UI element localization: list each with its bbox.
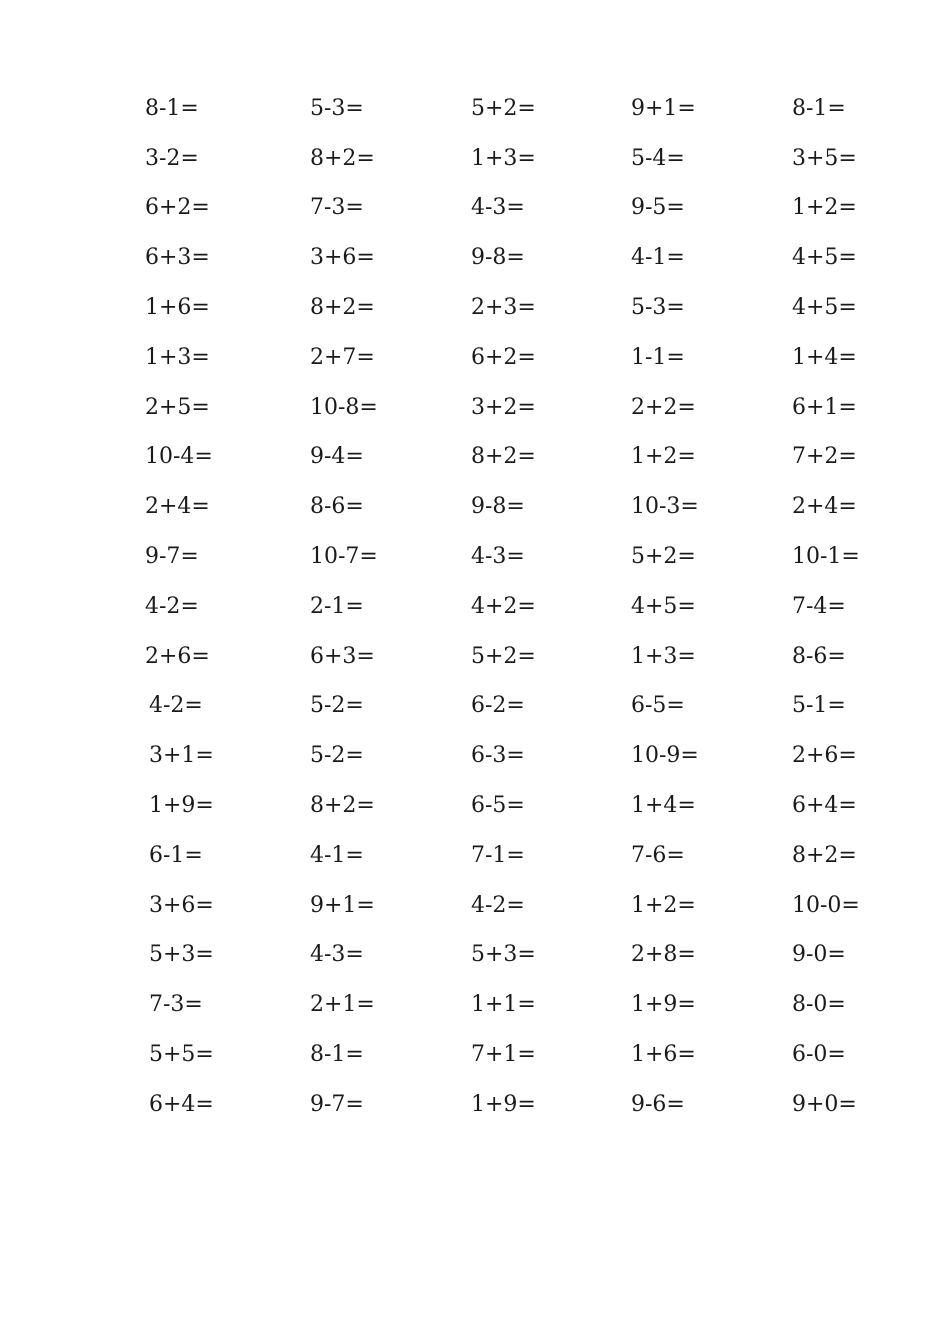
- arithmetic-problem: 7-4=: [792, 593, 846, 619]
- arithmetic-problem: 10-9=: [631, 743, 699, 769]
- arithmetic-problem: 8+2=: [310, 145, 375, 171]
- arithmetic-problem: 8-0=: [792, 992, 846, 1018]
- arithmetic-problem: 9+0=: [792, 1091, 857, 1117]
- arithmetic-problem: 8-1=: [310, 1042, 364, 1068]
- arithmetic-problem: 4-2=: [471, 892, 525, 918]
- arithmetic-problem: 9-8=: [471, 494, 525, 520]
- arithmetic-problem: 3+5=: [792, 145, 857, 171]
- arithmetic-problem: 2+8=: [631, 942, 696, 968]
- arithmetic-problem: 6-5=: [631, 693, 685, 719]
- arithmetic-problem: 2-1=: [310, 593, 364, 619]
- arithmetic-problem: 7-6=: [631, 842, 685, 868]
- arithmetic-problem: 1+2=: [792, 195, 857, 221]
- problem-row: [145, 383, 895, 433]
- arithmetic-problem: 7+2=: [792, 444, 857, 470]
- arithmetic-problem: 6+3=: [310, 643, 375, 669]
- problem-row: [145, 980, 895, 1030]
- arithmetic-problem: 1+1=: [471, 992, 536, 1018]
- arithmetic-problem: 8-1=: [145, 95, 199, 121]
- arithmetic-problem: 1+3=: [631, 643, 696, 669]
- arithmetic-problem: 4+5=: [792, 295, 857, 321]
- arithmetic-problem: 4+2=: [471, 593, 536, 619]
- arithmetic-problem: 3+1=: [149, 743, 214, 769]
- arithmetic-problem: 3+6=: [310, 245, 375, 271]
- arithmetic-problem: 6-5=: [471, 793, 525, 819]
- arithmetic-problem: 4-3=: [471, 195, 525, 221]
- problem-row: [145, 233, 895, 283]
- problem-row: [145, 283, 895, 333]
- arithmetic-problem: 9+1=: [310, 892, 375, 918]
- arithmetic-problem: 9-8=: [471, 245, 525, 271]
- arithmetic-problem: 9-7=: [145, 544, 199, 570]
- arithmetic-problem: 7-3=: [310, 195, 364, 221]
- problem-row: [145, 632, 895, 682]
- arithmetic-problem: 10-8=: [310, 394, 378, 420]
- arithmetic-problem: 10-1=: [792, 544, 860, 570]
- arithmetic-problem: 1+6=: [145, 295, 210, 321]
- arithmetic-problem: 5-3=: [631, 295, 685, 321]
- arithmetic-problem: 4-2=: [145, 593, 199, 619]
- arithmetic-problem: 5-3=: [310, 95, 364, 121]
- arithmetic-problem: 3+6=: [149, 892, 214, 918]
- arithmetic-problem: 1+3=: [145, 344, 210, 370]
- arithmetic-worksheet: [145, 84, 895, 1130]
- problem-row: [145, 1080, 895, 1130]
- arithmetic-problem: 4-2=: [149, 693, 203, 719]
- arithmetic-problem: 6-1=: [149, 842, 203, 868]
- arithmetic-problem: 8+2=: [310, 295, 375, 321]
- arithmetic-problem: 1+4=: [631, 793, 696, 819]
- arithmetic-problem: 6+4=: [149, 1091, 214, 1117]
- arithmetic-problem: 2+4=: [792, 494, 857, 520]
- arithmetic-problem: 10-0=: [792, 892, 860, 918]
- problem-row: [145, 84, 895, 134]
- arithmetic-problem: 4+5=: [631, 593, 696, 619]
- problem-row: [145, 831, 895, 881]
- arithmetic-problem: 6+2=: [471, 344, 536, 370]
- arithmetic-problem: 1+4=: [792, 344, 857, 370]
- arithmetic-problem: 8+2=: [471, 444, 536, 470]
- problem-row: [145, 532, 895, 582]
- arithmetic-problem: 8-6=: [792, 643, 846, 669]
- arithmetic-problem: 9-5=: [631, 195, 685, 221]
- problem-row: [145, 333, 895, 383]
- problem-row: [145, 781, 895, 831]
- arithmetic-problem: 2+4=: [145, 494, 210, 520]
- arithmetic-problem: 4+5=: [792, 245, 857, 271]
- arithmetic-problem: 6-0=: [792, 1042, 846, 1068]
- arithmetic-problem: 6+4=: [792, 793, 857, 819]
- arithmetic-problem: 9-0=: [792, 942, 846, 968]
- arithmetic-problem: 5+3=: [471, 942, 536, 968]
- arithmetic-problem: 7-1=: [471, 842, 525, 868]
- arithmetic-problem: 10-4=: [145, 444, 213, 470]
- arithmetic-problem: 6+3=: [145, 245, 210, 271]
- arithmetic-problem: 4-1=: [310, 842, 364, 868]
- arithmetic-problem: 9-4=: [310, 444, 364, 470]
- arithmetic-problem: 8-1=: [792, 95, 846, 121]
- arithmetic-problem: 8-6=: [310, 494, 364, 520]
- problem-row: [145, 931, 895, 981]
- arithmetic-problem: 5-1=: [792, 693, 846, 719]
- problem-row: [145, 881, 895, 931]
- arithmetic-problem: 3-2=: [145, 145, 199, 171]
- arithmetic-problem: 10-3=: [631, 494, 699, 520]
- problem-row: [145, 1030, 895, 1080]
- arithmetic-problem: 6+1=: [792, 394, 857, 420]
- arithmetic-problem: 4-3=: [471, 544, 525, 570]
- arithmetic-problem: 5-2=: [310, 693, 364, 719]
- arithmetic-problem: 2+2=: [631, 394, 696, 420]
- arithmetic-problem: 1+2=: [631, 892, 696, 918]
- arithmetic-problem: 6-2=: [471, 693, 525, 719]
- arithmetic-problem: 2+5=: [145, 394, 210, 420]
- arithmetic-problem: 5+2=: [631, 544, 696, 570]
- arithmetic-problem: 10-7=: [310, 544, 378, 570]
- arithmetic-problem: 1+9=: [471, 1091, 536, 1117]
- problem-row: [145, 134, 895, 184]
- problem-row: [145, 582, 895, 632]
- arithmetic-problem: 1-1=: [631, 344, 685, 370]
- arithmetic-problem: 1+9=: [631, 992, 696, 1018]
- arithmetic-problem: 1+3=: [471, 145, 536, 171]
- arithmetic-problem: 7-3=: [149, 992, 203, 1018]
- arithmetic-problem: 2+1=: [310, 992, 375, 1018]
- arithmetic-problem: 1+9=: [149, 793, 214, 819]
- problem-row: [145, 433, 895, 483]
- arithmetic-problem: 2+7=: [310, 344, 375, 370]
- arithmetic-problem: 5+2=: [471, 95, 536, 121]
- arithmetic-problem: 2+6=: [145, 643, 210, 669]
- problem-row: [145, 682, 895, 732]
- arithmetic-problem: 5-4=: [631, 145, 685, 171]
- arithmetic-problem: 3+2=: [471, 394, 536, 420]
- arithmetic-problem: 9+1=: [631, 95, 696, 121]
- arithmetic-problem: 9-6=: [631, 1091, 685, 1117]
- arithmetic-problem: 4-1=: [631, 245, 685, 271]
- arithmetic-problem: 8+2=: [792, 842, 857, 868]
- problem-row: [145, 731, 895, 781]
- arithmetic-problem: 5-2=: [310, 743, 364, 769]
- problem-row: [145, 482, 895, 532]
- arithmetic-problem: 2+3=: [471, 295, 536, 321]
- arithmetic-problem: 1+6=: [631, 1042, 696, 1068]
- arithmetic-problem: 7+1=: [471, 1042, 536, 1068]
- arithmetic-problem: 9-7=: [310, 1091, 364, 1117]
- arithmetic-problem: 5+2=: [471, 643, 536, 669]
- problem-row: [145, 184, 895, 234]
- arithmetic-problem: 1+2=: [631, 444, 696, 470]
- arithmetic-problem: 5+5=: [149, 1042, 214, 1068]
- arithmetic-problem: 4-3=: [310, 942, 364, 968]
- arithmetic-problem: 6+2=: [145, 195, 210, 221]
- arithmetic-problem: 8+2=: [310, 793, 375, 819]
- arithmetic-problem: 5+3=: [149, 942, 214, 968]
- arithmetic-problem: 2+6=: [792, 743, 857, 769]
- arithmetic-problem: 6-3=: [471, 743, 525, 769]
